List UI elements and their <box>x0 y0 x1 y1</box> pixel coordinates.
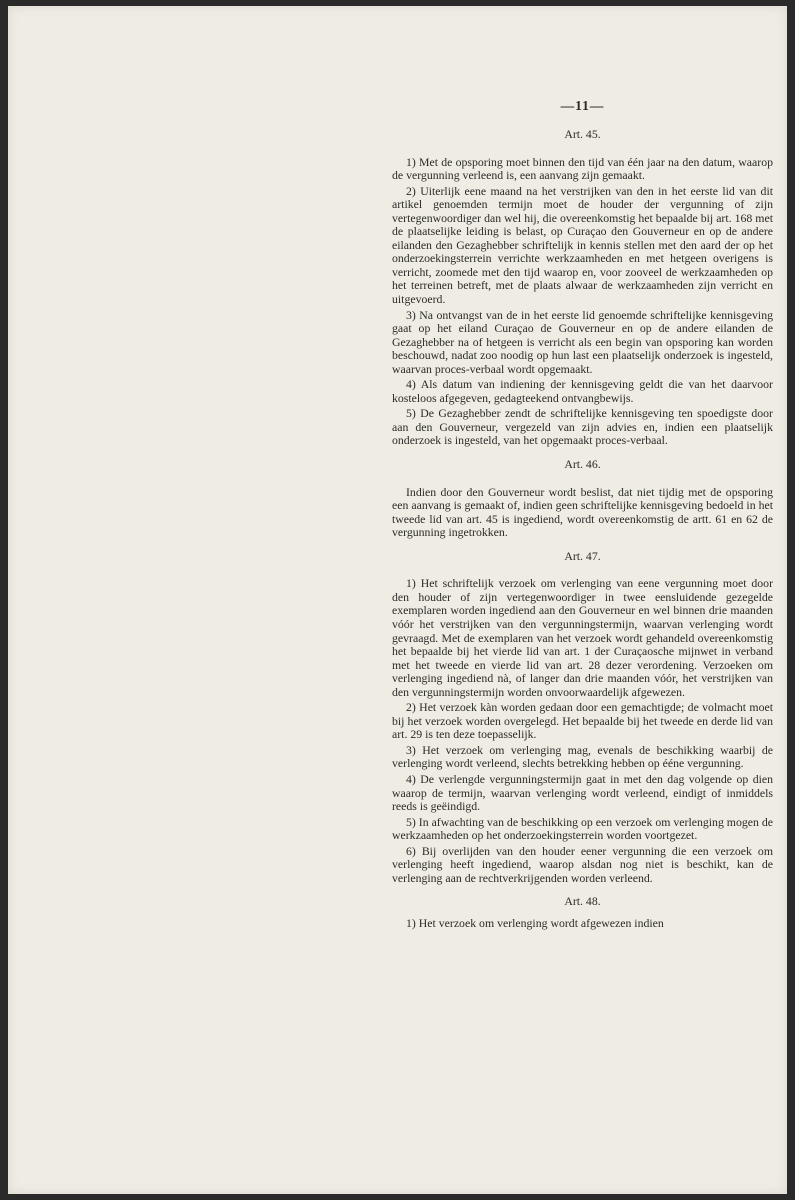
paragraph: 1) Het schriftelijk verzoek om verlenging van eene vergunning moet door den houder of zijn vertegenwoordiger in twee eensluidende gezegelde exemplaren worden ingediend aan den Gouverneur en wel binnen drie maanden vóór het verstrijken van den vergunningstermijn, waarvan verlenging wordt gevraagd. Met de exemplaren van het verzoek wordt gehandeld overeenkomstig het bepaalde bij het vierde lid van art. 1 der Curaçaosche mijnwet in verband met het tweede en vierde lid van art. 28 dezer verordening. Verzoeken om verlenging ingediend nà, of langer dan drie maanden vóór, het verstrijken van den vergunningstermijn worden onvoorwaardelijk afgewezen. <box>392 576 773 699</box>
paragraph: 6) Bij overlijden van den houder eener vergunning die een verzoek om verlenging heeft ingediend, waarop alsdan nog niet is beschikt, kan de verlenging aan de rechtverkrijgenden worden verleend. <box>392 843 773 885</box>
paragraph: 4) De verlengde vergunningstermijn gaat in met den dag volgende op dien waarop de termijn, waarvan verlenging wordt verleend, eindigt of inmiddels reeds is geëindigd. <box>392 771 773 814</box>
text-column <box>392 99 773 940</box>
paragraph: 3) Het verzoek om verlenging mag, evenals de beschikking waarbij de verlenging wordt verleend, slechts betrekking hebben op ééne vergunning. <box>392 742 773 771</box>
paragraph: 5) De Gezaghebber zendt de schriftelijke kennisgeving ten spoedigste door aan den Gouverneur, vergezeld van zijn advies en, indien een plaatselijk onderzoek is ingesteld, van het opgemaakt proces-verbaal. <box>392 406 773 448</box>
article-heading: Art. 48. <box>564 894 601 909</box>
paragraph: 1) Met de opsporing moet binnen den tijd van één jaar na den datum, waarop de vergunning verleend is, een aanvang zijn gemaakt. <box>392 154 773 183</box>
article-body <box>392 486 773 540</box>
paragraph: 5) In afwachting van de beschikking op een verzoek om verlenging mogen de werkzaamheden op het onderzoekingsterrein worden voortgezet. <box>392 814 773 843</box>
article-heading: Art. 47. <box>564 548 601 563</box>
article-heading: Art. 46. <box>564 457 601 472</box>
paragraph: Indien door den Gouverneur wordt beslist, dat niet tijdig met de opsporing een aanvang is gemaakt of, indien geen schriftelijke kennisgeving bedoeld in het tweede lid van art. 45 is ingediend, wordt overeenkomstig de artt. 61 en 62 de vergunning ingetrokken. <box>392 484 773 540</box>
page-number: —11— <box>560 98 605 113</box>
document-page <box>8 6 787 1194</box>
article-body <box>392 156 773 448</box>
article-body <box>392 917 773 931</box>
paragraph: 1) Het verzoek om verlenging wordt afgewezen indien <box>406 915 664 930</box>
paragraph: 4) Als datum van indiening der kennisgeving geldt die van het daarvoor kosteloos afgegeven, gedagteekend ontvangbewijs. <box>392 377 773 405</box>
paragraph: 2) Uiterlijk eene maand na het verstrijken van den in het eerste lid van dit artikel genoemden termijn moet de houder der vergunning of zijn vertegenwoordiger dan wel hij, die overeenkomstig het bepaalde bij art. 168 met de plaatselijke leiding is belast, op Curaçao den Gouverneur en op de andere eilanden den Gezaghebber schriftelijk in kennis stellen met den aard der op het onderzoekingsterrein verrichte werkzaamheden en met hetgeen overigens is verricht, zoomede met den tijd waarop en, voor zooveel de werkzaamheden op het terreinen betreft, met de plaats alwaar de werkzaamheden zijn verricht en uitgevoerd. <box>392 183 773 307</box>
paragraph: 2) Het verzoek kàn worden gedaan door een gemachtigde; de volmacht moet bij het verzoek worden overgelegd. Het bepaalde bij het tweede en derde lid van art. 29 is ten deze toepasselijk. <box>392 700 773 742</box>
article-heading: Art. 45. <box>564 127 601 141</box>
article-body <box>392 577 773 885</box>
paragraph: 3) Na ontvangst van de in het eerste lid genoemde schriftelijke kennisgeving gaat op het eiland Curaçao de Gouverneur en op de andere eilanden de Gezaghebber na of hetgeen is verricht als een begin van opsporing kan worden beschouwd, nadat zoo noodig op hun last een plaatselijk onderzoek is ingesteld, waarvan proces-verbaal wordt opgemaakt. <box>392 307 773 376</box>
